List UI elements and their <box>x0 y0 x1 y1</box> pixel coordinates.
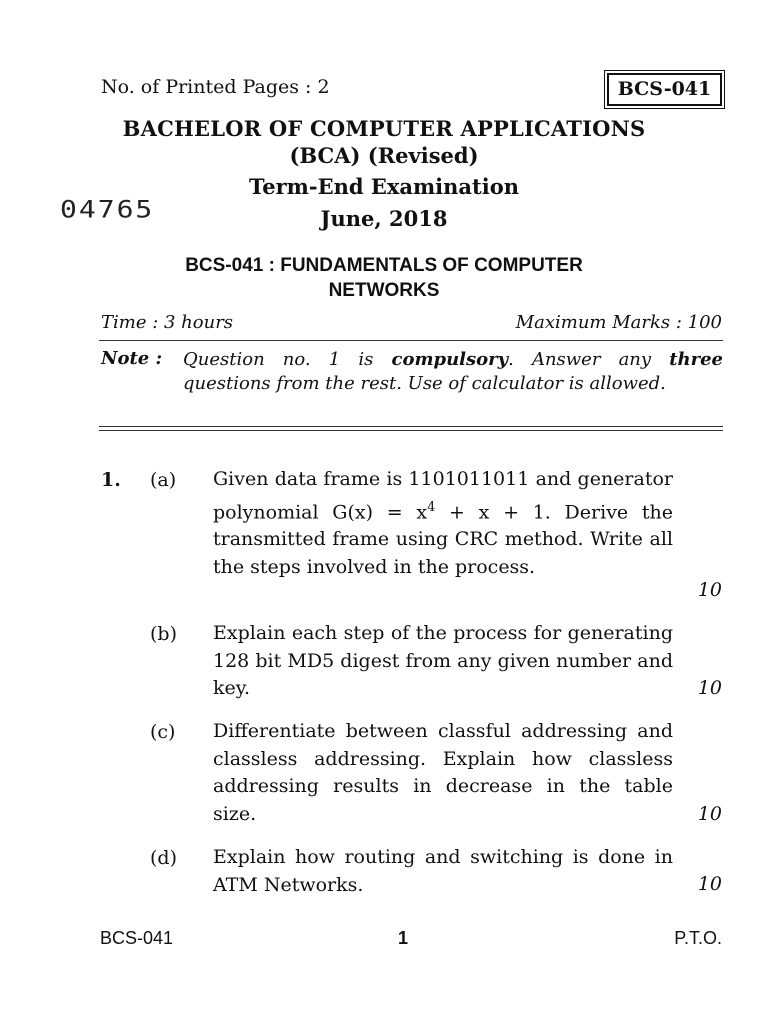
note-compulsory: compulsory <box>391 349 509 370</box>
course-title <box>0 253 768 303</box>
part-text-a-rest: + x + 1. Derive the transmitted frame using CRC method. Write all the steps involved in the process. <box>213 500 673 578</box>
question-number: 1. <box>101 469 121 491</box>
note-text-part: questions from the rest. Use of calculator is allowed. <box>183 373 666 394</box>
course-code-box: BCS-041 <box>607 73 722 106</box>
note-text-part: . Answer any <box>508 349 670 370</box>
part-text-a-main: Given data frame is 1101011011 and generator polynomial G(x) = x <box>213 468 673 523</box>
degree-title: BACHELOR OF COMPUTER APPLICATIONS <box>122 116 646 141</box>
part-text-b: Explain each step of the process for generating 128 bit MD5 digest from any given number and key. <box>213 622 673 699</box>
footer-page-number: 1 <box>398 928 409 948</box>
maximum-marks: Maximum Marks : 100 <box>515 312 722 333</box>
note-label: Note : <box>101 348 163 369</box>
marks-c: 10 <box>697 803 722 825</box>
footer-pto: P.T.O. <box>674 928 722 948</box>
marks-a: 10 <box>697 579 722 601</box>
part-label-b: (b) <box>150 623 177 645</box>
marks-b: 10 <box>697 677 722 699</box>
note-text-part: Question no. 1 is <box>183 349 392 370</box>
part-text-a <box>213 466 673 581</box>
part-label-d: (d) <box>150 847 177 869</box>
exam-date: June, 2018 <box>320 206 448 231</box>
course-title-line2: NETWORKS <box>328 280 440 301</box>
part-label-c: (c) <box>150 721 176 743</box>
note-text <box>183 348 723 396</box>
divider <box>99 340 723 341</box>
exam-time: Time : 3 hours <box>101 312 234 333</box>
marks-d: 10 <box>697 873 722 895</box>
double-divider-top <box>99 426 723 427</box>
double-divider-bottom <box>99 430 723 431</box>
exam-title: Term-End Examination <box>248 174 519 199</box>
footer-course-code: BCS-041 <box>100 928 174 948</box>
degree-subtitle: (BCA) (Revised) <box>289 143 479 168</box>
part-label-a: (a) <box>150 469 177 491</box>
printed-pages-count: No. of Printed Pages : 2 <box>101 76 330 98</box>
serial-number-stamp: 04765 <box>60 195 155 224</box>
part-text-c: Differentiate between classful addressing and classless addressing. Explain how classless addressing results in decrease in the table size. <box>213 720 673 825</box>
exponent: 4 <box>427 499 436 515</box>
part-text-d: Explain how routing and switching is done in ATM Networks. <box>213 846 673 896</box>
course-title-line1: BCS-041 : FUNDAMENTALS OF COMPUTER <box>185 255 583 276</box>
note-three: three <box>669 349 724 370</box>
